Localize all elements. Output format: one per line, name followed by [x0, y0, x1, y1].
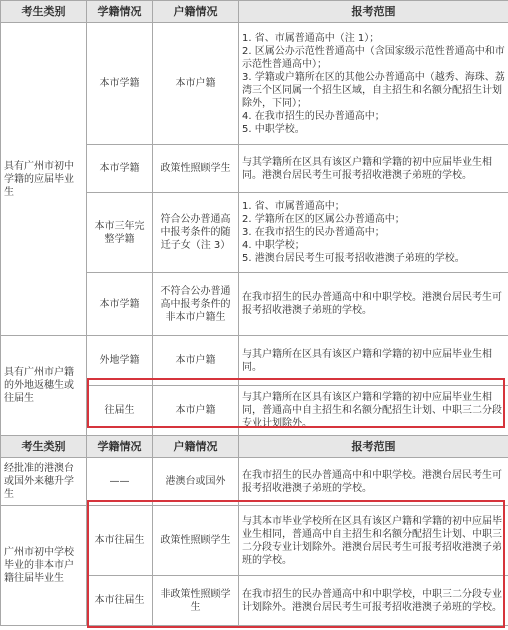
household-cell: 政策性照顾学生 — [153, 506, 239, 576]
scope-cell — [239, 576, 508, 626]
table-header-row — [1, 1, 508, 23]
scope-cell — [239, 386, 508, 436]
scope-line: 2. 区属公办示范性普通高中（含国家级示范性普通高中和市示范性普通高中）； — [242, 45, 505, 70]
scope-cell — [239, 23, 508, 145]
scope-line: 5. 中职学校。 — [242, 123, 305, 135]
header-school-status: 学籍情况 — [87, 1, 153, 23]
scope-cell — [239, 458, 508, 506]
school-status-cell: 本市三年完整学籍 — [87, 193, 153, 273]
scope-cell — [239, 193, 508, 273]
scope-cell — [239, 506, 508, 576]
table-row — [1, 506, 508, 576]
household-cell: 政策性照顾学生 — [153, 145, 239, 193]
scope-cell — [239, 145, 508, 193]
table-row — [1, 336, 508, 386]
scope-line: 与其户籍所在区具有该区户籍和学籍的初中应届毕业生相同。 — [242, 348, 492, 373]
header-application-scope: 报考范围 — [239, 436, 508, 458]
header-candidate-category: 考生类别 — [1, 1, 87, 23]
household-cell: 本市户籍 — [153, 336, 239, 386]
category-cell: 广州市初中学校毕业的非本市户籍往届毕业生 — [1, 506, 87, 626]
school-status-cell: 外地学籍 — [87, 336, 153, 386]
scope-line: 在我市招生的民办普通高中和中职学校，中职三二分段专业计划除外。港澳台居民考生可报考招收港澳子弟班的学校。 — [242, 588, 502, 613]
school-status-cell: 本市学籍 — [87, 145, 153, 193]
scope-line: 与其本市毕业学校所在区具有该区户籍和学籍的初中应届毕业生相同，普通高中自主招生和名额分配招生计划、中职三二分段专业计划除外。港澳台居民考生可报考招收港澳子弟班的学校。 — [242, 515, 502, 566]
school-status-cell: 本市学籍 — [87, 273, 153, 336]
scope-line: 4. 在我市招生的民办普通高中； — [242, 110, 385, 122]
table-row — [1, 23, 508, 145]
scope-line: 3. 学籍或户籍所在区的其他公办普通高中（越秀、海珠、荔湾三个区同属一个招生区域，自主招生和名额分配招生计划除外，下同）； — [242, 71, 505, 109]
header-household-status: 户籍情况 — [153, 436, 239, 458]
school-status-cell: 本市往届生 — [87, 576, 153, 626]
header-household-status: 户籍情况 — [153, 1, 239, 23]
scope-line: 3. 在我市招生的民办普通高中； — [242, 227, 385, 238]
header-application-scope: 报考范围 — [239, 1, 508, 23]
household-cell: 港澳台或国外 — [153, 458, 239, 506]
household-cell: 本市户籍 — [153, 386, 239, 436]
scope-line: 与其户籍所在区具有该区户籍和学籍的初中应届毕业生相同，普通高中自主招生和名额分配招生计划、中职三二分段专业计划除外。 — [242, 392, 502, 429]
table-header-row-repeat — [1, 436, 508, 458]
scope-line: 在我市招生的民办普通高中和中职学校。港澳台居民考生可报考招收港澳子弟班的学校。 — [242, 292, 502, 316]
scope-line: 1. 省、市属普通高中（注 1）； — [242, 32, 380, 44]
table-row — [1, 458, 508, 506]
household-cell: 符合公办普通高中报考条件的随迁子女（注 3） — [153, 193, 239, 273]
scope-line: 在我市招生的民办普通高中和中职学校。港澳台居民考生可报考招收港澳子弟班的学校。 — [242, 469, 502, 494]
scope-line: 1. 省、市属普通高中； — [242, 201, 345, 212]
school-status-cell: 往届生 — [87, 386, 153, 436]
scope-line: 5. 港澳台居民考生可报考招收港澳子弟班的学校。 — [242, 253, 465, 264]
school-status-cell: 本市往届生 — [87, 506, 153, 576]
scope-cell — [239, 273, 508, 336]
category-cell: 具有广州市初中学籍的应届毕业生 — [1, 23, 87, 336]
header-candidate-category: 考生类别 — [1, 436, 87, 458]
scope-line: 与其学籍所在区具有该区户籍和学籍的初中应届毕业生相同。港澳台居民考生可报考招收港澳子弟班的学校。 — [242, 156, 492, 181]
header-school-status: 学籍情况 — [87, 436, 153, 458]
school-status-cell: —— — [87, 458, 153, 506]
school-status-cell: 本市学籍 — [87, 23, 153, 145]
category-cell: 经批准的港澳台或国外来穗升学生 — [1, 458, 87, 506]
scope-line: 2. 学籍所在区的区属公办普通高中； — [242, 214, 405, 225]
scope-line: 4. 中职学校； — [242, 240, 305, 251]
household-cell: 本市户籍 — [153, 23, 239, 145]
category-cell: 具有广州市户籍的外地返穗生或往届生 — [1, 336, 87, 436]
household-cell: 不符合公办普通高中报考条件的非本市户籍生 — [153, 273, 239, 336]
scope-cell — [239, 336, 508, 386]
household-cell: 非政策性照顾学生 — [153, 576, 239, 626]
